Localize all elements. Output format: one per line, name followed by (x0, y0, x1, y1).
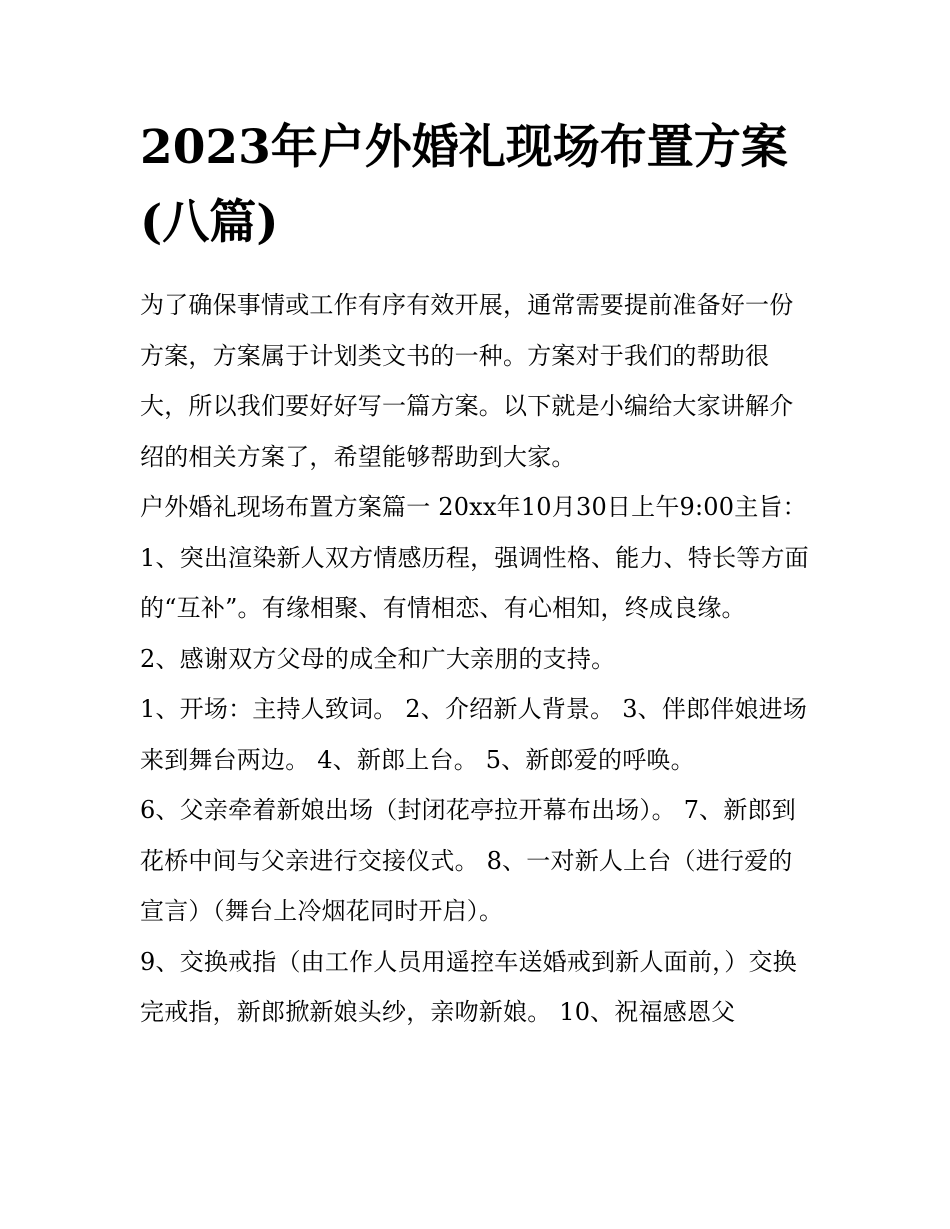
paragraph-intro: 为了确保事情或工作有序有效开展，通常需要提前准备好一份方案，方案属于计划类文书的一种。方案对于我们的帮助很大，所以我们要好好写一篇方案。以下就是小编给大家讲解介绍的相关方案了，希望能够帮助到大家。 (140, 291, 794, 471)
paragraph-purpose-1: 1、突出渲染新人双方情感历程，强调性格、能力、特长等方面的“互补”。有缘相聚、有情相恋、有心相知，终成良缘。 (140, 543, 809, 622)
paragraph-section-heading: 户外婚礼现场布置方案篇一 20xx年10月30日上午9:00主旨： (140, 493, 807, 521)
paragraph-procedure-1: 1、开场：主持人致词。 2、介绍新人背景。 3、伴郎伴娘进场来到舞台两边。 4、新郎上台。 5、新郎爱的呼唤。 (140, 695, 808, 774)
paragraph-purpose-2: 2、感谢双方父母的成全和广大亲朋的支持。 (140, 644, 616, 673)
paragraph-procedure-3: 9、交换戒指（由工作人员用遥控车送婚戒到新人面前，）交换完戒指，新郎掀新娘头纱，亲吻新娘。 10、祝福感恩父 (140, 947, 797, 1026)
document-title: 2023年户外婚礼现场布置方案(八篇) (140, 120, 788, 250)
document-page (140, 110, 815, 1038)
document-body (140, 280, 815, 1038)
paragraph-procedure-2: 6、父亲牵着新娘出场（封闭花亭拉开幕布出场）。 7、新郎到花桥中间与父亲进行交接仪式。 8、一对新人上台（进行爱的宣言）（舞台上冷烟花同时开启）。 (140, 796, 796, 925)
